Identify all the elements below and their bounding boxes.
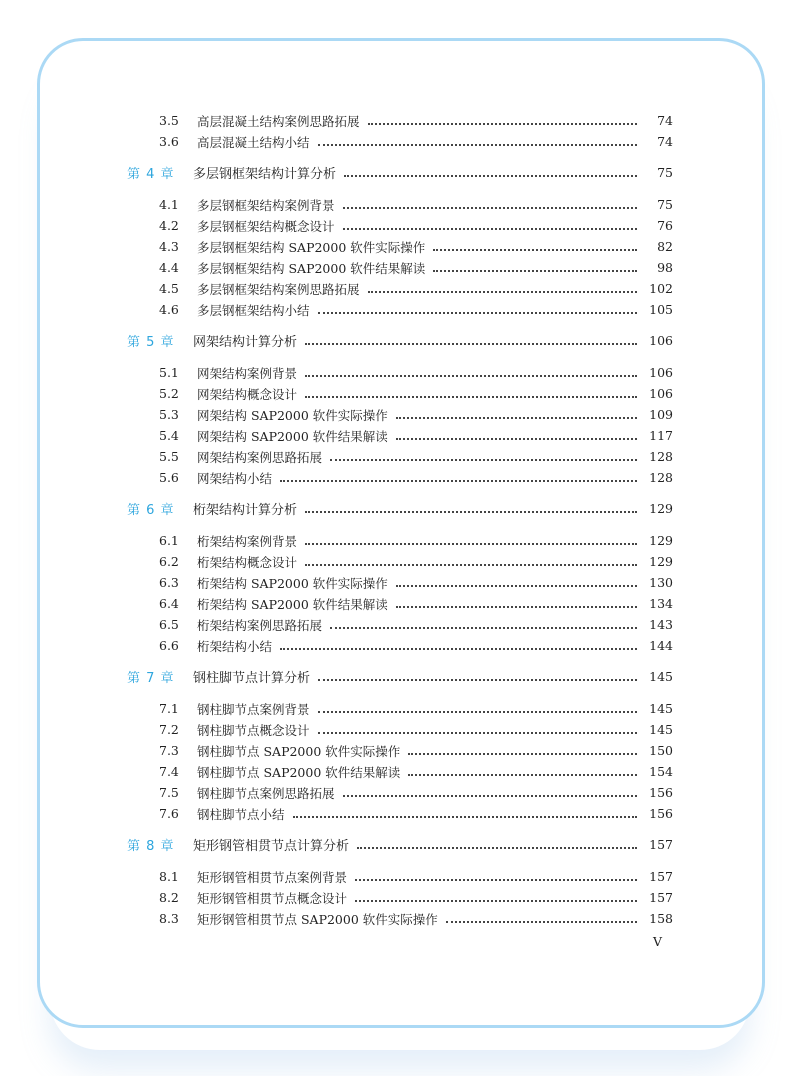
entry-title: 桁架结构案例背景 — [197, 533, 298, 549]
entry-number: 7.3 — [159, 743, 179, 758]
entry-title: 钢柱脚节点计算分析 — [193, 671, 311, 686]
toc-chapter-entry[interactable] — [0, 666, 800, 687]
entry-page-number: 129 — [649, 554, 673, 569]
entry-title: 多层钢框架结构计算分析 — [193, 167, 337, 182]
entry-number: 7.2 — [159, 722, 179, 737]
entry-page-number: 109 — [649, 407, 673, 422]
dot-leader — [305, 543, 637, 545]
entry-title: 钢柱脚节点案例背景 — [197, 701, 310, 717]
entry-page-number: 106 — [649, 386, 673, 401]
toc-section-entry[interactable] — [0, 908, 800, 929]
dot-leader — [396, 417, 637, 419]
entry-number: 3.5 — [159, 113, 179, 128]
entry-page-number: 154 — [649, 764, 673, 779]
entry-number: 5.2 — [159, 386, 179, 401]
entry-number: 6.3 — [159, 575, 179, 590]
entry-title: 桁架结构概念设计 — [197, 554, 298, 570]
dot-leader — [396, 585, 637, 587]
entry-number: 7.1 — [159, 701, 179, 716]
entry-page-number: 106 — [649, 333, 673, 348]
entry-title: 钢柱脚节点 SAP2000 软件结果解读 — [197, 764, 401, 780]
dot-leader — [305, 564, 637, 566]
dot-leader — [318, 732, 637, 734]
entry-title: 矩形钢管相贯节点计算分析 — [193, 839, 350, 854]
entry-number: 5.1 — [159, 365, 179, 380]
entry-page-number: 75 — [657, 197, 673, 212]
entry-title: 矩形钢管相贯节点案例背景 — [197, 869, 348, 885]
dot-leader — [318, 679, 637, 681]
entry-number: 8.1 — [159, 869, 179, 884]
toc-section-entry[interactable] — [0, 404, 800, 425]
toc-section-entry[interactable] — [0, 740, 800, 761]
entry-page-number: 75 — [657, 165, 673, 180]
entry-page-number: 145 — [649, 722, 673, 737]
entry-number: 第 4 章 — [127, 167, 175, 182]
dot-leader — [330, 627, 637, 629]
toc-chapter-entry[interactable] — [0, 834, 800, 855]
entry-title: 钢柱脚节点 SAP2000 软件实际操作 — [197, 743, 401, 759]
dot-leader — [343, 228, 637, 230]
entry-number: 5.4 — [159, 428, 179, 443]
entry-number: 4.5 — [159, 281, 179, 296]
entry-page-number: 145 — [649, 669, 673, 684]
toc-section-entry[interactable] — [0, 887, 800, 908]
entry-page-number: 157 — [649, 837, 673, 852]
toc-section-entry[interactable] — [0, 236, 800, 257]
entry-number: 7.4 — [159, 764, 179, 779]
dot-leader — [280, 648, 637, 650]
entry-page-number: 117 — [649, 428, 673, 443]
entry-title: 高层混凝土结构案例思路拓展 — [197, 113, 360, 129]
toc-section-entry[interactable] — [0, 719, 800, 740]
entry-number: 3.6 — [159, 134, 179, 149]
entry-page-number: 150 — [649, 743, 673, 758]
dot-leader — [368, 123, 637, 125]
entry-number: 第 5 章 — [127, 335, 175, 350]
entry-number: 4.6 — [159, 302, 179, 317]
dot-leader — [396, 606, 637, 608]
entry-title: 钢柱脚节点案例思路拓展 — [197, 785, 335, 801]
entry-page-number: 156 — [649, 785, 673, 800]
entry-title: 桁架结构计算分析 — [193, 503, 298, 518]
entry-number: 4.3 — [159, 239, 179, 254]
entry-title: 网架结构小结 — [197, 470, 273, 486]
toc-section-entry[interactable] — [0, 635, 800, 656]
entry-number: 8.2 — [159, 890, 179, 905]
entry-page-number: 129 — [649, 501, 673, 516]
dot-leader — [408, 753, 637, 755]
toc-section-entry[interactable] — [0, 572, 800, 593]
toc-section-entry[interactable] — [0, 446, 800, 467]
entry-number: 5.6 — [159, 470, 179, 485]
dot-leader — [408, 774, 637, 776]
entry-title: 网架结构案例思路拓展 — [197, 449, 323, 465]
dot-leader — [344, 175, 637, 177]
page-folio: V — [653, 934, 663, 949]
entry-number: 第 7 章 — [127, 671, 175, 686]
entry-title: 多层钢框架结构概念设计 — [197, 218, 335, 234]
toc-section-entry[interactable] — [0, 698, 800, 719]
entry-title: 多层钢框架结构 SAP2000 软件实际操作 — [197, 239, 426, 255]
entry-page-number: 134 — [649, 596, 673, 611]
entry-number: 4.4 — [159, 260, 179, 275]
toc-section-entry[interactable] — [0, 866, 800, 887]
dot-leader — [343, 795, 637, 797]
toc-section-entry[interactable] — [0, 467, 800, 488]
dot-leader — [318, 312, 637, 314]
entry-number: 6.1 — [159, 533, 179, 548]
toc-section-entry[interactable] — [0, 194, 800, 215]
entry-title: 桁架结构 SAP2000 软件实际操作 — [197, 575, 388, 591]
entry-title: 网架结构 SAP2000 软件结果解读 — [197, 428, 388, 444]
toc-section-entry[interactable] — [0, 362, 800, 383]
entry-page-number: 156 — [649, 806, 673, 821]
toc-section-entry[interactable] — [0, 215, 800, 236]
toc-section-entry[interactable] — [0, 425, 800, 446]
dot-leader — [305, 511, 637, 513]
entry-page-number: 128 — [649, 470, 673, 485]
entry-page-number: 105 — [649, 302, 673, 317]
entry-page-number: 106 — [649, 365, 673, 380]
entry-number: 7.6 — [159, 806, 179, 821]
dot-leader — [305, 375, 637, 377]
dot-leader — [330, 459, 637, 461]
toc-section-entry[interactable] — [0, 614, 800, 635]
dot-leader — [305, 396, 637, 398]
dot-leader — [293, 816, 637, 818]
entry-page-number: 144 — [649, 638, 673, 653]
toc-section-entry[interactable] — [0, 803, 800, 824]
toc-section-entry[interactable] — [0, 551, 800, 572]
entry-number: 4.2 — [159, 218, 179, 233]
entry-title: 高层混凝土结构小结 — [197, 134, 310, 150]
dot-leader — [343, 207, 637, 209]
dot-leader — [355, 900, 637, 902]
toc-section-entry[interactable] — [0, 299, 800, 320]
dot-leader — [305, 343, 637, 345]
toc-section-entry[interactable] — [0, 278, 800, 299]
entry-number: 5.5 — [159, 449, 179, 464]
entry-page-number: 74 — [657, 134, 673, 149]
dot-leader — [318, 711, 637, 713]
entry-number: 第 8 章 — [127, 839, 175, 854]
dot-leader — [433, 270, 637, 272]
dot-leader — [446, 921, 637, 923]
entry-number: 8.3 — [159, 911, 179, 926]
entry-title: 多层钢框架结构 SAP2000 软件结果解读 — [197, 260, 426, 276]
entry-title: 网架结构计算分析 — [193, 335, 298, 350]
table-of-contents — [0, 110, 800, 929]
entry-page-number: 74 — [657, 113, 673, 128]
toc-section-entry[interactable] — [0, 257, 800, 278]
entry-title: 网架结构 SAP2000 软件实际操作 — [197, 407, 388, 423]
entry-number: 7.5 — [159, 785, 179, 800]
entry-title: 网架结构案例背景 — [197, 365, 298, 381]
toc-section-entry[interactable] — [0, 131, 800, 152]
toc-section-entry[interactable] — [0, 530, 800, 551]
dot-leader — [318, 144, 637, 146]
toc-section-entry[interactable] — [0, 383, 800, 404]
entry-page-number: 130 — [649, 575, 673, 590]
entry-title: 网架结构概念设计 — [197, 386, 298, 402]
toc-section-entry[interactable] — [0, 593, 800, 614]
entry-title: 多层钢框架结构小结 — [197, 302, 310, 318]
entry-number: 4.1 — [159, 197, 179, 212]
entry-title: 钢柱脚节点概念设计 — [197, 722, 310, 738]
dot-leader — [280, 480, 637, 482]
entry-page-number: 157 — [649, 869, 673, 884]
entry-number: 6.5 — [159, 617, 179, 632]
entry-number: 6.6 — [159, 638, 179, 653]
entry-title: 桁架结构 SAP2000 软件结果解读 — [197, 596, 388, 612]
dot-leader — [355, 879, 637, 881]
entry-page-number: 102 — [649, 281, 673, 296]
entry-title: 桁架结构小结 — [197, 638, 273, 654]
entry-number: 5.3 — [159, 407, 179, 422]
toc-section-entry[interactable] — [0, 110, 800, 131]
toc-section-entry[interactable] — [0, 782, 800, 803]
dot-leader — [357, 847, 637, 849]
toc-chapter-entry[interactable] — [0, 330, 800, 351]
entry-page-number: 76 — [657, 218, 673, 233]
entry-page-number: 82 — [657, 239, 673, 254]
entry-title: 多层钢框架结构案例思路拓展 — [197, 281, 360, 297]
entry-title: 桁架结构案例思路拓展 — [197, 617, 323, 633]
entry-page-number: 143 — [649, 617, 673, 632]
entry-title: 多层钢框架结构案例背景 — [197, 197, 335, 213]
toc-chapter-entry[interactable] — [0, 498, 800, 519]
entry-page-number: 158 — [649, 911, 673, 926]
toc-chapter-entry[interactable] — [0, 162, 800, 183]
entry-title: 钢柱脚节点小结 — [197, 806, 285, 822]
entry-page-number: 145 — [649, 701, 673, 716]
entry-page-number: 98 — [657, 260, 673, 275]
entry-title: 矩形钢管相贯节点 SAP2000 软件实际操作 — [197, 911, 438, 927]
toc-section-entry[interactable] — [0, 761, 800, 782]
dot-leader — [433, 249, 637, 251]
entry-number: 6.2 — [159, 554, 179, 569]
entry-title: 矩形钢管相贯节点概念设计 — [197, 890, 348, 906]
entry-page-number: 128 — [649, 449, 673, 464]
entry-page-number: 157 — [649, 890, 673, 905]
dot-leader — [368, 291, 637, 293]
dot-leader — [396, 438, 637, 440]
entry-number: 6.4 — [159, 596, 179, 611]
entry-page-number: 129 — [649, 533, 673, 548]
entry-number: 第 6 章 — [127, 503, 175, 518]
